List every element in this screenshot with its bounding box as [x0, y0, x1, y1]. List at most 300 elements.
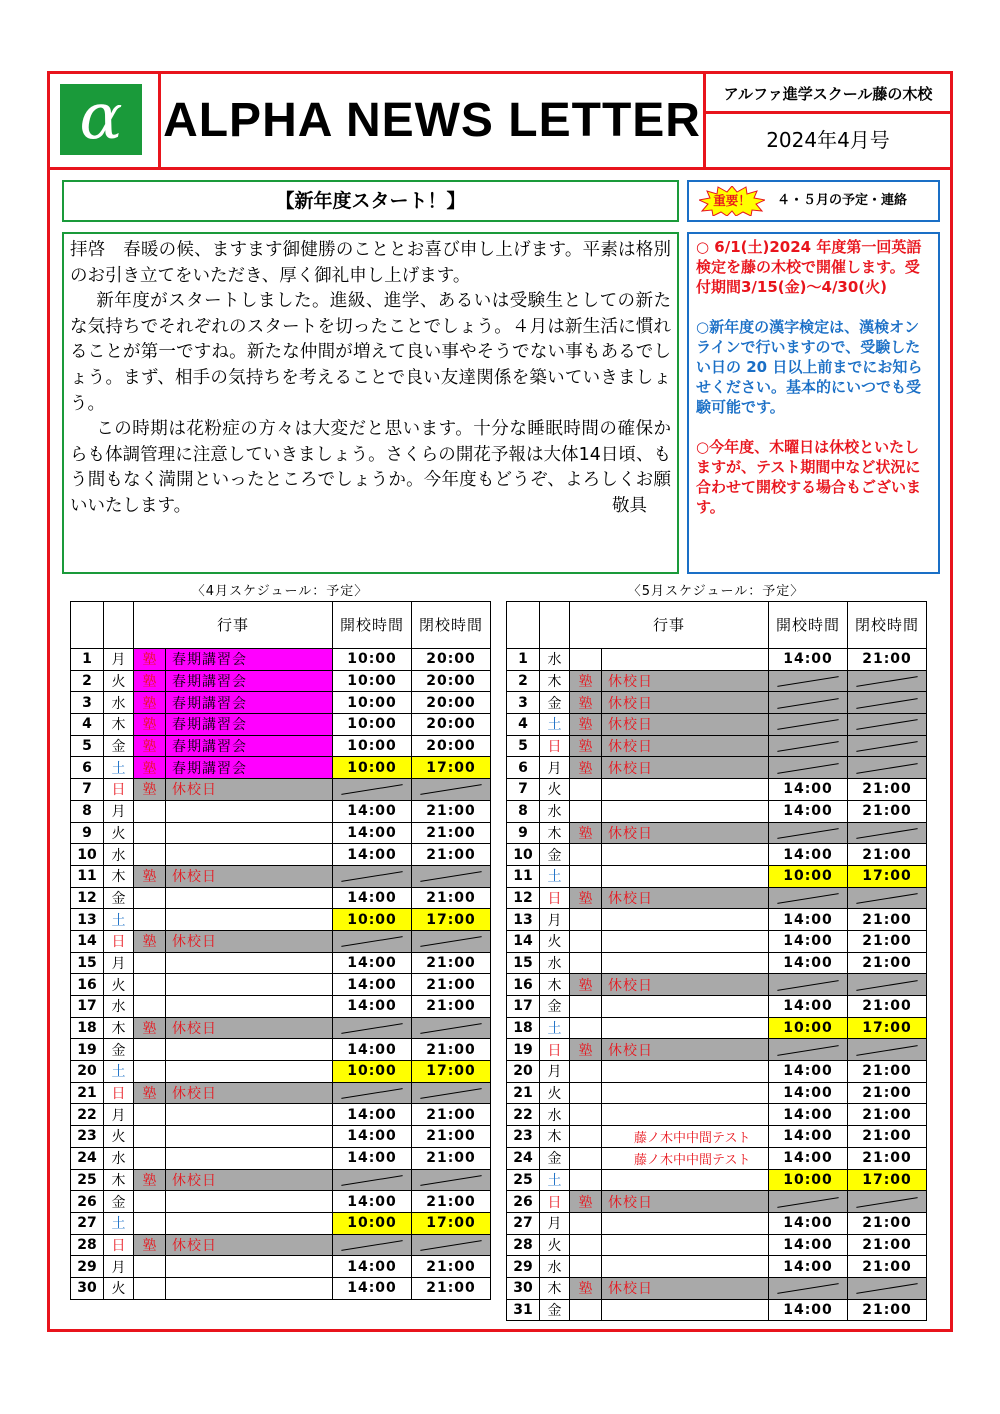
- table-row: [507, 1234, 927, 1256]
- juku-cell: [134, 974, 166, 996]
- day-cell: 29: [507, 1256, 540, 1278]
- diagonal-slash: [777, 1197, 838, 1208]
- close-time-cell: 21:00: [412, 887, 491, 909]
- juku-cell: [570, 1126, 602, 1148]
- diagonal-slash: [341, 1175, 402, 1186]
- open-time-cell: [769, 1039, 848, 1061]
- juku-cell: [570, 800, 602, 822]
- juku-cell: [134, 1104, 166, 1126]
- weekday-cell: 木: [540, 1277, 570, 1299]
- open-time-cell: 14:00: [769, 1299, 848, 1321]
- notice-item-eiken: ○ 6/1(土)2024 年度第一回英語検定を藤の木校で開催します。受付期間3/15(金)～4/30(火): [696, 238, 922, 296]
- day-cell: 4: [507, 714, 540, 736]
- juku-cell: 塾: [570, 822, 602, 844]
- open-time-cell: 14:00: [333, 996, 412, 1018]
- day-cell: 29: [71, 1256, 104, 1278]
- day-cell: 11: [507, 865, 540, 887]
- weekday-cell: 日: [104, 1082, 134, 1104]
- weekday-cell: 日: [104, 779, 134, 801]
- table-header-row: [71, 602, 491, 649]
- open-time-cell: 10:00: [769, 1017, 848, 1039]
- april-schedule-caption: 〈4月スケジュール：予定〉: [191, 584, 369, 599]
- event-cell: [166, 909, 333, 931]
- day-cell: 7: [507, 779, 540, 801]
- close-time-cell: [848, 887, 927, 909]
- event-cell: [166, 996, 333, 1018]
- table-row: [71, 757, 491, 779]
- event-cell: 休校日: [602, 822, 769, 844]
- weekday-cell: 金: [104, 1039, 134, 1061]
- open-time-cell: 10:00: [333, 1061, 412, 1083]
- open-time-cell: 10:00: [769, 1169, 848, 1191]
- event-cell: [602, 779, 769, 801]
- table-row: [507, 865, 927, 887]
- table-row: [71, 974, 491, 996]
- header-open-time: 開校時間: [333, 602, 412, 649]
- juku-cell: 塾: [570, 714, 602, 736]
- weekday-cell: 木: [104, 714, 134, 736]
- open-time-cell: [769, 714, 848, 736]
- close-time-cell: 21:00: [412, 800, 491, 822]
- weekday-cell: 金: [540, 1299, 570, 1321]
- table-row: [507, 800, 927, 822]
- day-cell: 4: [71, 714, 104, 736]
- close-time-cell: [412, 1017, 491, 1039]
- event-cell: [602, 1082, 769, 1104]
- close-time-cell: 21:00: [412, 1191, 491, 1213]
- juku-cell: 塾: [570, 1277, 602, 1299]
- table-row: [507, 692, 927, 714]
- juku-cell: 塾: [570, 670, 602, 692]
- open-time-cell: 10:00: [333, 649, 412, 671]
- day-cell: 13: [71, 909, 104, 931]
- table-row: [507, 670, 927, 692]
- event-cell: 休校日: [166, 1169, 333, 1191]
- weekday-cell: 月: [104, 800, 134, 822]
- open-time-cell: 14:00: [769, 1147, 848, 1169]
- juku-cell: [570, 649, 602, 671]
- event-cell: 休校日: [602, 1277, 769, 1299]
- event-cell: [602, 1234, 769, 1256]
- event-cell: 休校日: [166, 930, 333, 952]
- day-cell: 3: [71, 692, 104, 714]
- juku-cell: [134, 1126, 166, 1148]
- open-time-cell: 14:00: [769, 996, 848, 1018]
- day-cell: 10: [71, 844, 104, 866]
- day-cell: 14: [507, 930, 540, 952]
- day-cell: 6: [71, 757, 104, 779]
- open-time-cell: [769, 757, 848, 779]
- day-cell: 20: [507, 1061, 540, 1083]
- event-cell: [602, 996, 769, 1018]
- diagonal-slash: [420, 1088, 481, 1099]
- close-time-cell: 21:00: [412, 1277, 491, 1299]
- open-time-cell: [333, 1082, 412, 1104]
- close-time-cell: 21:00: [412, 1104, 491, 1126]
- day-cell: 5: [71, 735, 104, 757]
- close-time-cell: [848, 1277, 927, 1299]
- close-time-cell: [412, 1169, 491, 1191]
- juku-cell: 塾: [134, 1169, 166, 1191]
- closing-word: 敬具: [612, 495, 647, 516]
- day-cell: 28: [71, 1234, 104, 1256]
- table-row: [71, 670, 491, 692]
- weekday-cell: 水: [104, 692, 134, 714]
- day-cell: 16: [71, 974, 104, 996]
- day-cell: 6: [507, 757, 540, 779]
- greeting-paragraph-3-text: この時期は花粉症の方々は大変だと思います。十分な睡眠時間の確保からも体調管理に注意していきましょう。さくらの開花予報は大体14日頃、もう間もなく満開といったところでしょうか。今年度もどうぞ、よろしくお願いいたします。: [70, 419, 671, 516]
- weekday-cell: 金: [104, 735, 134, 757]
- weekday-cell: 月: [540, 757, 570, 779]
- day-cell: 9: [507, 822, 540, 844]
- close-time-cell: 21:00: [412, 1126, 491, 1148]
- weekday-cell: 木: [540, 822, 570, 844]
- table-row: [71, 952, 491, 974]
- diagonal-slash: [341, 871, 402, 882]
- juku-cell: [570, 930, 602, 952]
- close-time-cell: 17:00: [848, 1169, 927, 1191]
- diagonal-slash: [341, 1240, 402, 1251]
- juku-cell: 塾: [570, 757, 602, 779]
- table-row: [71, 1234, 491, 1256]
- open-time-cell: 14:00: [769, 1061, 848, 1083]
- juku-cell: 塾: [134, 1082, 166, 1104]
- diagonal-slash: [420, 785, 481, 796]
- open-time-cell: 10:00: [333, 757, 412, 779]
- table-row: [71, 1147, 491, 1169]
- event-cell: [166, 844, 333, 866]
- weekday-cell: 金: [540, 692, 570, 714]
- close-time-cell: 21:00: [412, 822, 491, 844]
- close-time-cell: 17:00: [412, 1212, 491, 1234]
- juku-cell: [134, 1256, 166, 1278]
- day-cell: 8: [71, 800, 104, 822]
- weekday-cell: 木: [540, 670, 570, 692]
- event-cell: 藤ノ木中中間テスト: [602, 1147, 769, 1169]
- open-time-cell: 10:00: [333, 670, 412, 692]
- day-cell: 30: [507, 1277, 540, 1299]
- day-cell: 25: [507, 1169, 540, 1191]
- juku-cell: [570, 779, 602, 801]
- close-time-cell: 21:00: [848, 909, 927, 931]
- diagonal-slash: [420, 1240, 481, 1251]
- juku-cell: 塾: [134, 930, 166, 952]
- open-time-cell: [333, 1169, 412, 1191]
- event-cell: 休校日: [602, 735, 769, 757]
- diagonal-slash: [856, 893, 917, 904]
- day-cell: 30: [71, 1277, 104, 1299]
- open-time-cell: [769, 974, 848, 996]
- juku-cell: [570, 1104, 602, 1126]
- weekday-cell: 土: [104, 909, 134, 931]
- open-time-cell: [333, 930, 412, 952]
- table-row: [71, 822, 491, 844]
- open-time-cell: 10:00: [333, 735, 412, 757]
- event-cell: [602, 930, 769, 952]
- weekday-cell: 日: [540, 1191, 570, 1213]
- logo-cell: [50, 74, 161, 167]
- open-time-cell: [769, 1277, 848, 1299]
- weekday-cell: 水: [540, 800, 570, 822]
- header-close-time: 閉校時間: [412, 602, 491, 649]
- juku-cell: [134, 1191, 166, 1213]
- weekday-cell: 水: [540, 952, 570, 974]
- diagonal-slash: [777, 720, 838, 731]
- close-time-cell: 21:00: [848, 952, 927, 974]
- open-time-cell: [769, 822, 848, 844]
- juku-cell: [570, 1061, 602, 1083]
- weekday-cell: 金: [540, 1147, 570, 1169]
- event-cell: [602, 865, 769, 887]
- close-time-cell: 21:00: [412, 1147, 491, 1169]
- table-row: [507, 1212, 927, 1234]
- close-time-cell: [412, 865, 491, 887]
- table-header-row: [507, 602, 927, 649]
- weekday-cell: 日: [104, 1234, 134, 1256]
- day-cell: 3: [507, 692, 540, 714]
- weekday-cell: 金: [104, 1191, 134, 1213]
- close-time-cell: 21:00: [848, 1299, 927, 1321]
- event-cell: 休校日: [166, 1082, 333, 1104]
- day-cell: 27: [71, 1212, 104, 1234]
- diagonal-slash: [420, 871, 481, 882]
- table-row: [507, 1191, 927, 1213]
- table-row: [71, 800, 491, 822]
- table-row: [71, 735, 491, 757]
- weekday-cell: 月: [104, 952, 134, 974]
- weekday-cell: 日: [540, 887, 570, 909]
- close-time-cell: 21:00: [412, 1256, 491, 1278]
- weekday-cell: 木: [540, 974, 570, 996]
- weekday-cell: 火: [104, 822, 134, 844]
- greeting-letter: [62, 232, 679, 574]
- close-time-cell: 21:00: [412, 1039, 491, 1061]
- juku-cell: 塾: [570, 735, 602, 757]
- day-cell: 9: [71, 822, 104, 844]
- juku-cell: 塾: [134, 757, 166, 779]
- table-row: [507, 1104, 927, 1126]
- table-row: [71, 1277, 491, 1299]
- open-time-cell: 14:00: [333, 974, 412, 996]
- header-open-time: 開校時間: [769, 602, 848, 649]
- day-cell: 13: [507, 909, 540, 931]
- juku-cell: [570, 909, 602, 931]
- table-row: [71, 1082, 491, 1104]
- day-cell: 23: [507, 1126, 540, 1148]
- event-cell: [602, 1061, 769, 1083]
- event-cell: 春期講習会: [166, 649, 333, 671]
- event-cell: [602, 649, 769, 671]
- table-row: [507, 1147, 927, 1169]
- weekday-cell: 日: [540, 1039, 570, 1061]
- open-time-cell: 14:00: [769, 800, 848, 822]
- open-time-cell: 10:00: [333, 692, 412, 714]
- close-time-cell: 17:00: [412, 1061, 491, 1083]
- table-row: [507, 930, 927, 952]
- open-time-cell: 14:00: [769, 844, 848, 866]
- open-time-cell: 14:00: [769, 930, 848, 952]
- table-row: [71, 1191, 491, 1213]
- day-cell: 21: [507, 1082, 540, 1104]
- event-cell: [166, 1212, 333, 1234]
- diagonal-slash: [777, 698, 838, 709]
- header-event: 行事: [570, 602, 769, 649]
- event-cell: [166, 1061, 333, 1083]
- open-time-cell: [769, 692, 848, 714]
- event-cell: [166, 1277, 333, 1299]
- day-cell: 31: [507, 1299, 540, 1321]
- may-schedule-caption: 〈5月スケジュール：予定〉: [627, 584, 805, 599]
- table-row: [71, 1061, 491, 1083]
- table-row: [71, 1212, 491, 1234]
- close-time-cell: 20:00: [412, 714, 491, 736]
- weekday-cell: 月: [104, 1256, 134, 1278]
- day-cell: 10: [507, 844, 540, 866]
- event-cell: [166, 1147, 333, 1169]
- event-cell: [602, 909, 769, 931]
- event-cell: 春期講習会: [166, 670, 333, 692]
- table-row: [71, 996, 491, 1018]
- open-time-cell: 14:00: [333, 1126, 412, 1148]
- day-cell: 18: [507, 1017, 540, 1039]
- april-schedule-table: [70, 601, 491, 1300]
- diagonal-slash: [856, 763, 917, 774]
- close-time-cell: [412, 1234, 491, 1256]
- open-time-cell: 14:00: [333, 1256, 412, 1278]
- close-time-cell: 21:00: [848, 1082, 927, 1104]
- table-row: [507, 844, 927, 866]
- open-time-cell: [769, 887, 848, 909]
- open-time-cell: [769, 735, 848, 757]
- table-row: [507, 779, 927, 801]
- day-cell: 27: [507, 1212, 540, 1234]
- open-time-cell: 10:00: [769, 865, 848, 887]
- juku-cell: 塾: [134, 692, 166, 714]
- open-time-cell: 14:00: [769, 649, 848, 671]
- close-time-cell: [848, 757, 927, 779]
- day-cell: 26: [507, 1191, 540, 1213]
- day-cell: 24: [507, 1147, 540, 1169]
- juku-cell: [134, 1039, 166, 1061]
- table-row: [71, 887, 491, 909]
- juku-cell: 塾: [134, 1017, 166, 1039]
- juku-cell: [134, 822, 166, 844]
- notice-heading: ４・５月の予定・連絡: [777, 193, 908, 208]
- close-time-cell: 21:00: [848, 779, 927, 801]
- open-time-cell: 14:00: [769, 1104, 848, 1126]
- table-row: [507, 1126, 927, 1148]
- juku-cell: [134, 1277, 166, 1299]
- day-cell: 18: [71, 1017, 104, 1039]
- table-row: [507, 1061, 927, 1083]
- day-cell: 2: [71, 670, 104, 692]
- diagonal-slash: [856, 1045, 917, 1056]
- event-cell: [602, 800, 769, 822]
- table-row: [507, 887, 927, 909]
- juku-cell: [134, 1061, 166, 1083]
- table-row: [71, 649, 491, 671]
- diagonal-slash: [856, 676, 917, 687]
- close-time-cell: 21:00: [848, 930, 927, 952]
- table-row: [507, 952, 927, 974]
- table-row: [507, 974, 927, 996]
- table-row: [71, 865, 491, 887]
- table-row: [507, 649, 927, 671]
- event-cell: 休校日: [602, 974, 769, 996]
- close-time-cell: [848, 1039, 927, 1061]
- weekday-cell: 水: [540, 1256, 570, 1278]
- close-time-cell: 21:00: [848, 649, 927, 671]
- day-cell: 20: [71, 1061, 104, 1083]
- open-time-cell: 14:00: [333, 800, 412, 822]
- diagonal-slash: [856, 1283, 917, 1294]
- event-cell: [166, 952, 333, 974]
- juku-cell: [570, 1299, 602, 1321]
- table-row: [507, 757, 927, 779]
- event-cell: [602, 1256, 769, 1278]
- open-time-cell: 14:00: [769, 952, 848, 974]
- weekday-cell: 木: [540, 1126, 570, 1148]
- day-cell: 19: [71, 1039, 104, 1061]
- event-cell: 休校日: [602, 714, 769, 736]
- open-time-cell: 10:00: [333, 1212, 412, 1234]
- close-time-cell: 21:00: [848, 996, 927, 1018]
- close-time-cell: 21:00: [848, 1104, 927, 1126]
- event-cell: [602, 844, 769, 866]
- close-time-cell: 17:00: [848, 865, 927, 887]
- close-time-cell: [848, 822, 927, 844]
- close-time-cell: 17:00: [412, 757, 491, 779]
- open-time-cell: 14:00: [333, 844, 412, 866]
- juku-cell: 塾: [570, 692, 602, 714]
- open-time-cell: 14:00: [769, 1234, 848, 1256]
- open-time-cell: 14:00: [333, 1039, 412, 1061]
- open-time-cell: [333, 1234, 412, 1256]
- open-time-cell: 14:00: [333, 1191, 412, 1213]
- weekday-cell: 水: [104, 1147, 134, 1169]
- open-time-cell: 14:00: [333, 1147, 412, 1169]
- juku-cell: 塾: [134, 1234, 166, 1256]
- weekday-cell: 金: [104, 887, 134, 909]
- event-cell: 春期講習会: [166, 735, 333, 757]
- open-time-cell: 14:00: [769, 1126, 848, 1148]
- diagonal-slash: [777, 893, 838, 904]
- open-time-cell: 14:00: [333, 1277, 412, 1299]
- weekday-cell: 木: [104, 865, 134, 887]
- diagonal-slash: [777, 1283, 838, 1294]
- juku-cell: 塾: [570, 974, 602, 996]
- weekday-cell: 金: [540, 844, 570, 866]
- event-cell: 休校日: [602, 692, 769, 714]
- event-cell: 休校日: [602, 887, 769, 909]
- important-badge-label: 重要！: [713, 193, 751, 208]
- weekday-cell: 火: [104, 670, 134, 692]
- diagonal-slash: [777, 676, 838, 687]
- close-time-cell: 21:00: [412, 996, 491, 1018]
- diagonal-slash: [420, 936, 481, 947]
- close-time-cell: 21:00: [848, 1061, 927, 1083]
- close-time-cell: [848, 974, 927, 996]
- event-cell: [602, 1299, 769, 1321]
- diagonal-slash: [341, 936, 402, 947]
- diagonal-slash: [341, 785, 402, 796]
- juku-cell: 塾: [134, 649, 166, 671]
- open-time-cell: 14:00: [333, 887, 412, 909]
- juku-cell: 塾: [134, 714, 166, 736]
- event-cell: [166, 887, 333, 909]
- weekday-cell: 月: [540, 1212, 570, 1234]
- juku-cell: [570, 1017, 602, 1039]
